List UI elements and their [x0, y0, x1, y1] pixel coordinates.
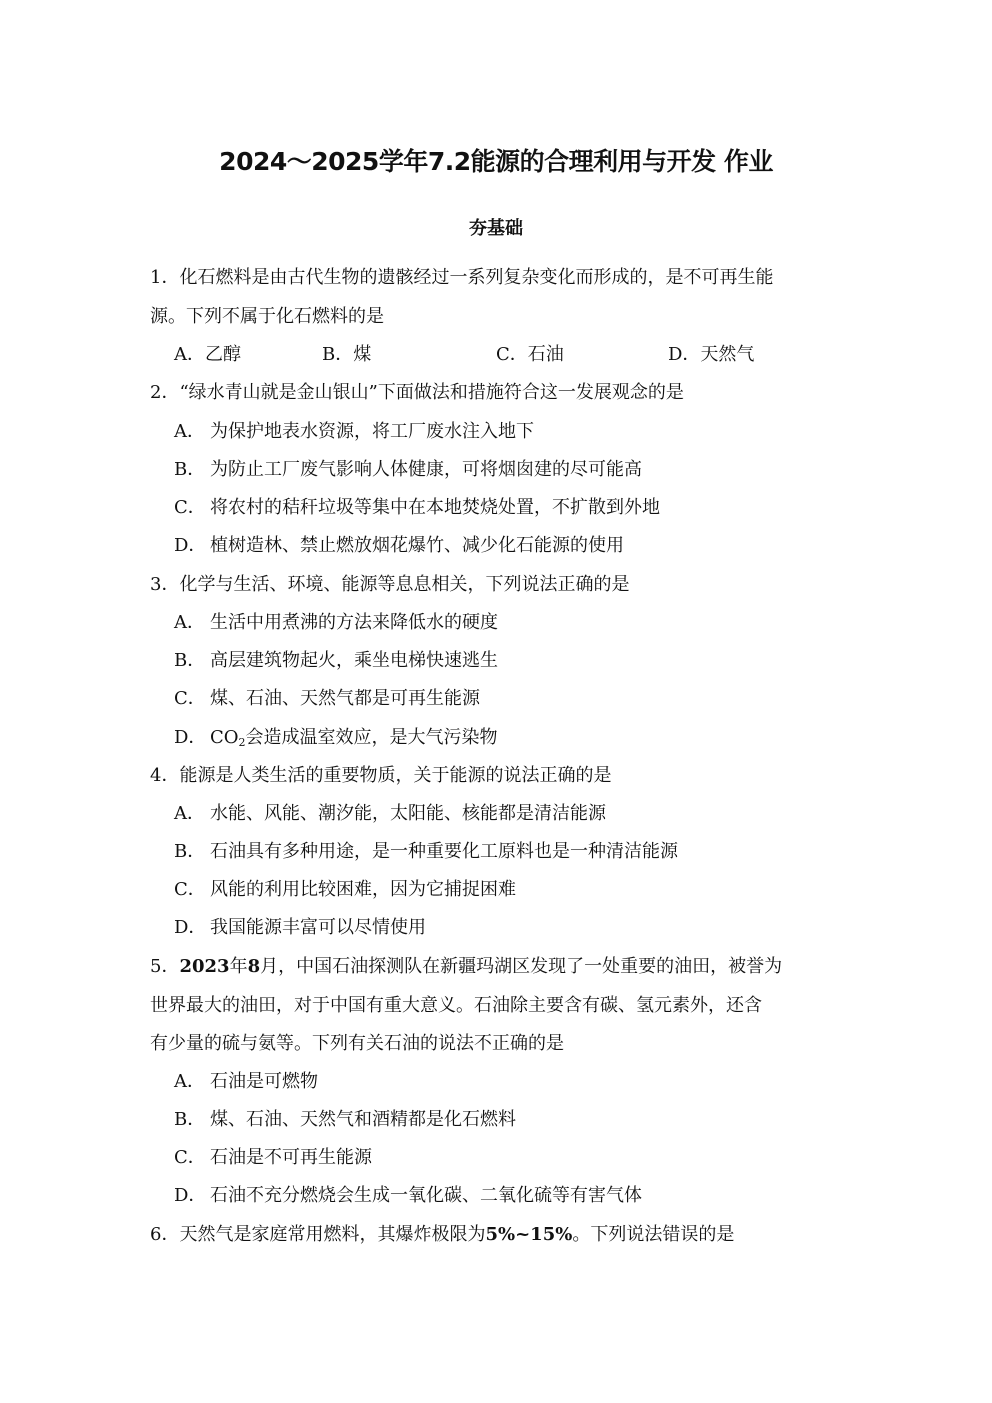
question-4-stem: 4．能源是人类生活的重要物质，关于能源的说法正确的是	[150, 765, 612, 786]
option-text: 将农村的秸秆垃圾等集中在本地焚烧处置，不扩散到外地	[210, 497, 660, 518]
option-text: 我国能源丰富可以尽情使用	[210, 917, 426, 938]
option-letter: B．	[174, 1109, 206, 1130]
option-letter: B．	[174, 841, 206, 862]
option-letter: C．	[174, 1147, 206, 1168]
question-2-option-a	[174, 420, 534, 444]
option-letter: A．	[174, 1071, 205, 1092]
year: 2023	[179, 956, 230, 977]
option-letter: D．	[174, 535, 207, 556]
option-c: C．石油	[496, 344, 564, 365]
option-a: A．乙醇	[174, 344, 241, 365]
option-text: 石油不充分燃烧会生成一氧化碳、二氧化硫等有害气体	[210, 1185, 642, 1206]
month: 8	[247, 956, 261, 977]
question-3-option-b	[174, 649, 498, 673]
option-letter: C．	[174, 688, 206, 709]
question-3-option-a	[174, 611, 498, 635]
option-text: 煤、石油、天然气都是可再生能源	[210, 688, 480, 709]
option-letter: B．	[174, 459, 206, 480]
text: 年	[229, 956, 248, 977]
option-letter: D．	[174, 727, 207, 748]
option-text: 为防止工厂废气影响人体健康，可将烟囱建的尽可能高	[210, 459, 642, 480]
question-1-stem-line-2: 源。下列不属于化石燃料的是	[150, 306, 384, 327]
question-4-option-d	[174, 916, 426, 940]
text: 月，中国石油探测队在新疆玛湖区发现了一处重要的油田，被誉为	[260, 956, 783, 977]
question-6-stem	[150, 1223, 734, 1247]
option-text: 石油是可燃物	[210, 1071, 318, 1092]
text: 。下列说法错误的是	[572, 1224, 735, 1245]
option-letter: A．	[174, 421, 205, 442]
question-5-option-b	[174, 1108, 516, 1132]
option-text: 为保护地表水资源，将工厂废水注入地下	[210, 421, 534, 442]
question-3-stem: 3．化学与生活、环境、能源等息息相关，下列说法正确的是	[150, 574, 630, 595]
question-4-option-c	[174, 878, 516, 902]
question-number: 5．	[150, 956, 180, 977]
option-letter: C．	[174, 497, 206, 518]
page-title: 2024～2025学年7.2能源的合理利用与开发 作业	[219, 147, 773, 176]
option-text: 会造成温室效应，是大气污染物	[245, 727, 498, 748]
text: 6．天然气是家庭常用燃料，其爆炸极限为	[150, 1224, 486, 1245]
question-4-option-a	[174, 802, 606, 826]
option-text: 水能、风能、潮汐能，太阳能、核能都是清洁能源	[210, 803, 606, 824]
question-4-option-b	[174, 840, 678, 864]
question-5-stem-line-1	[150, 955, 782, 979]
question-2-option-c	[174, 496, 660, 520]
question-2-stem: 2．“绿水青山就是金山银山”下面做法和措施符合这一发展观念的是	[150, 382, 684, 403]
question-5-option-a	[174, 1070, 318, 1094]
option-letter: B．	[174, 650, 206, 671]
question-5-option-c	[174, 1146, 372, 1170]
option-letter: A．	[174, 612, 205, 633]
option-text: 植树造林、禁止燃放烟花爆竹、减少化石能源的使用	[210, 535, 624, 556]
question-2-option-d	[174, 534, 624, 558]
chemical-formula: CO	[210, 727, 239, 748]
option-text: 风能的利用比较困难，因为它捕捉困难	[210, 879, 516, 900]
option-letter: D．	[174, 1185, 207, 1206]
option-letter: D．	[174, 917, 207, 938]
question-3-option-d	[174, 726, 498, 755]
option-text: 石油是不可再生能源	[210, 1147, 372, 1168]
question-5-option-d	[174, 1184, 642, 1208]
question-5-stem-line-3: 有少量的硫与氨等。下列有关石油的说法不正确的是	[150, 1033, 564, 1054]
question-1-stem-line-1: 1．化石燃料是由古代生物的遗骸经过一系列复杂变化而形成的，是不可再生能	[150, 267, 774, 288]
formula-subscript: 2	[238, 736, 246, 749]
option-text: 高层建筑物起火，乘坐电梯快速逃生	[210, 650, 498, 671]
option-letter: A．	[174, 803, 205, 824]
option-d: D．天然气	[668, 344, 755, 365]
question-3-option-c	[174, 687, 480, 711]
option-text: 煤、石油、天然气和酒精都是化石燃料	[210, 1109, 516, 1130]
section-heading: 夯基础	[469, 218, 523, 239]
question-5-stem-line-2: 世界最大的油田，对于中国有重大意义。石油除主要含有碳、氢元素外，还含	[150, 995, 762, 1016]
question-2-option-b	[174, 458, 642, 482]
option-letter: C．	[174, 879, 206, 900]
option-text: 石油具有多种用途，是一种重要化工原料也是一种清洁能源	[210, 841, 678, 862]
option-b: B．煤	[322, 344, 372, 365]
explosion-limit: 5%~15%	[485, 1224, 573, 1245]
option-text: 生活中用煮沸的方法来降低水的硬度	[210, 612, 498, 633]
